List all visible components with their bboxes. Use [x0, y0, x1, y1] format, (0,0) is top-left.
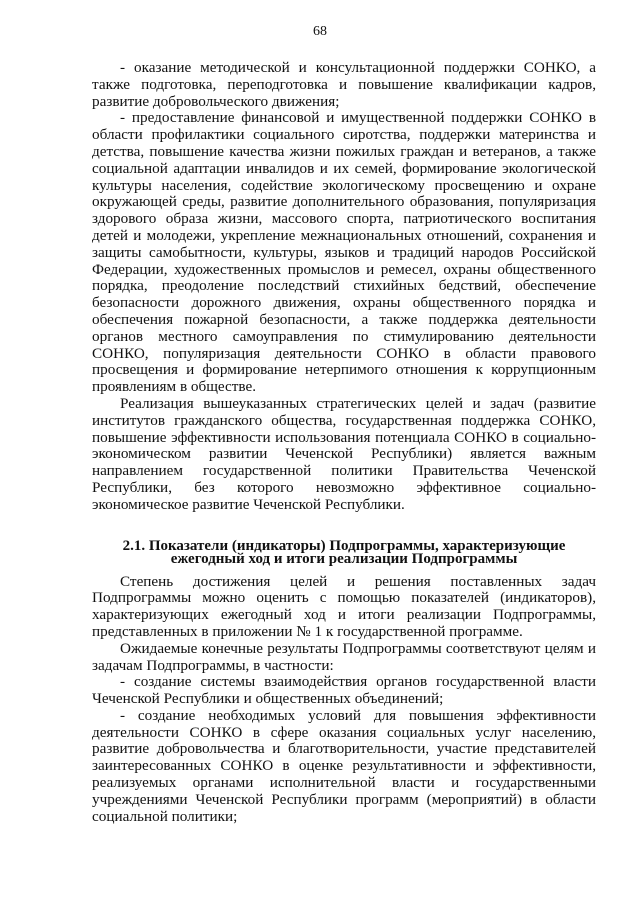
document-body — [92, 60, 596, 825]
paragraph-sonko-efficiency: - создание необходимых условий для повышения эффективности деятельности СОНКО в сфере оказания социальных услуг населению, развитие добровольчества и благотворительности, участие представителей заинтересованных СОНКО в оценке результативности и эффективности, реализуемых органами исполнительной власти и государственными учреждениями Чеченской Республики программ (мероприятий) в области социальной политики; — [92, 706, 596, 825]
paragraph-methodical-support: - оказание методической и консультационной поддержки СОНКО, а также подготовка, переподготовка и повышение квалификации кадров, развитие добровольческого движения; — [92, 59, 596, 110]
paragraph-financial-support: - предоставление финансовой и имущественной поддержки СОНКО в области профилактики социального сиротства, поддержки материнства и детства, повышение качества жизни пожилых граждан и ветеранов, а также социальной адаптации инвалидов и их семей, формирование экологической культуры населения, содействие экологическому просвещению и охране окружающей среды, развитие дополнительного образования, популяризация здорового образа жизни, массового спорта, патриотического воспитания детей и молодежи, укрепление межнациональных отношений, сохранения и защиты самобытности, культуры, языков и традиций народов Российской Федерации, художественных промыслов и ремесел, охраны общественного порядка, преодоление последствий стихийных бедствий, обеспечение безопасности дорожного движения, охраны общественного порядка и обеспечения пожарной безопасности, а также поддержка деятельности органов местного самоуправления по стимулированию деятельности СОНКО, популяризация деятельности СОНКО в области правового просвещения и формирование нетерпимого отношения к коррупционным проявлениям в обществе. — [92, 109, 596, 396]
paragraph-interaction-system: - создание системы взаимодействия органов государственной власти Чеченской Республики и общественных объединений; — [92, 673, 596, 708]
section-heading: 2.1. Показатели (индикаторы) Подпрограммы, характеризующие ежегодный ход и итоги реализации Подпрограммы — [122, 537, 566, 567]
paragraph-strategic-goals: Реализация вышеуказанных стратегических целей и задач (развитие институтов гражданского общества, государственная поддержка СОНКО, повышение эффективности использования потенциала СОНКО в социально-экономическом развитии Чеченской Республики) является важным направлением государственной политики Правительства Чеченской Республики, без которого невозможно эффективное социально-экономическое развитие Чеченской Республики. — [92, 394, 596, 513]
paragraph-indicators: Степень достижения целей и решения поставленных задач Подпрограммы можно оценить с помощью показателей (индикаторов), характеризующих ежегодный ход и итоги реализации Подпрограммы, представленных в приложении № 1 к государственной программе. — [92, 572, 596, 640]
paragraph-expected-results: Ожидаемые конечные результаты Подпрограммы соответствуют целям и задачам Подпрограммы, в частности: — [92, 639, 596, 674]
page-number: 68 — [313, 24, 327, 39]
